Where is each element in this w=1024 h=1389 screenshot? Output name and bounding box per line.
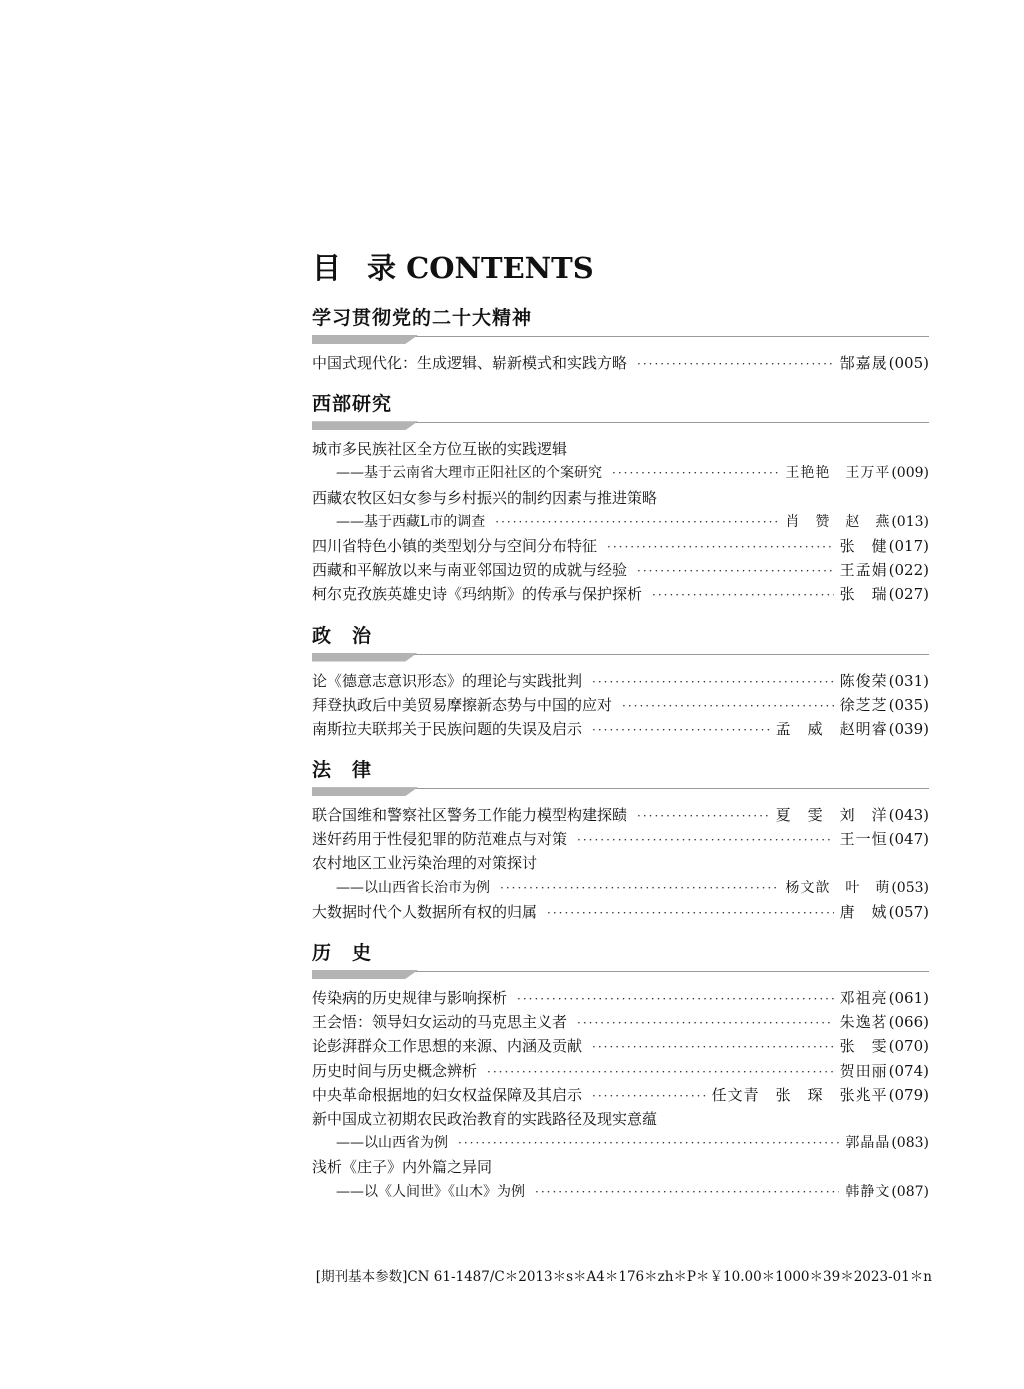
dot-leader [592, 1084, 706, 1108]
entry-author: 邓祖亮 [839, 989, 888, 1007]
toc-title [312, 250, 929, 286]
entry-title: 大数据时代个人数据所有权的归属 [312, 902, 538, 921]
section-heading: 学习贯彻党的二十大精神 [312, 307, 533, 329]
dot-leader [500, 876, 779, 900]
dot-leader [637, 804, 770, 828]
entry-title: 南斯拉夫联邦关于民族问题的失误及启示 [312, 719, 583, 738]
entry-title: 四川省特色小镇的类型划分与空间分布特征 [312, 536, 598, 555]
toc-entry [312, 1034, 929, 1058]
entry-page: (035) [888, 695, 929, 714]
entry-title: 西藏和平解放以来与南亚邻国边贸的成就与经验 [312, 561, 628, 580]
toc-subtitle-row [312, 1131, 929, 1155]
dot-leader [637, 352, 834, 376]
entry-title: ——基于西藏L市的调查 [336, 513, 486, 530]
entry-title: 论彭湃群众工作思想的来源、内涵及贡献 [312, 1037, 583, 1056]
entry-author: 唐 娀 [839, 902, 888, 921]
entry-title: ——基于云南省大理市正阳社区的个案研究 [336, 465, 602, 482]
entry-page: (031) [888, 671, 929, 690]
entry-author: 任文青 张 琛 张兆平 [711, 1085, 888, 1104]
entry-author: 郭晶晶 [845, 1135, 891, 1152]
toc-section [312, 390, 929, 606]
entry-author: 肖 赞 赵 燕 [785, 513, 891, 530]
dot-leader [592, 670, 834, 694]
dot-leader [487, 1060, 834, 1084]
entry-author: 韩静文 [845, 1183, 891, 1200]
entry-page: (017) [888, 536, 929, 555]
section-divider [312, 335, 929, 345]
toc-entry [312, 803, 929, 827]
toc-entry [312, 1010, 929, 1034]
dot-leader [577, 1011, 834, 1035]
entry-page: (087) [891, 1183, 929, 1200]
entry-title: 中央革命根据地的妇女权益保障及其启示 [312, 1085, 583, 1104]
section-divider [312, 421, 929, 431]
entry-author: 朱逸茗 [839, 1013, 888, 1032]
toc-entry [312, 1059, 929, 1083]
entry-page: (074) [888, 1061, 929, 1080]
dot-leader [592, 718, 770, 742]
entry-title: 王会悟：领导妇女运动的马克思主义者 [312, 1013, 568, 1032]
entry-author: 陈俊荣 [839, 671, 888, 690]
toc-entry [312, 558, 929, 582]
dot-leader [535, 1180, 839, 1204]
entry-page: (047) [888, 830, 929, 849]
toc-entry [312, 1155, 929, 1179]
section-divider [312, 970, 929, 980]
toc-entry [312, 582, 929, 606]
entry-page: (005) [888, 354, 929, 372]
toc-sections [312, 304, 929, 1204]
entry-author: 贺田丽 [839, 1061, 888, 1080]
entry-title: 历史时间与历史概念辨析 [312, 1061, 478, 1080]
toc-title-cn-2: 录 [367, 251, 397, 285]
entry-page: (009) [891, 465, 929, 482]
table-of-contents [312, 250, 929, 1219]
entry-title: 柯尔克孜族英雄史诗《玛纳斯》的传承与保护探析 [312, 585, 643, 604]
toc-title-cn-1: 目 [312, 251, 342, 285]
toc-entry [312, 1107, 929, 1131]
toc-section [312, 939, 929, 1204]
dot-leader [577, 828, 834, 852]
entry-page: (043) [888, 806, 929, 825]
toc-subtitle-row [312, 876, 929, 900]
entry-page: (083) [891, 1135, 929, 1152]
entry-title: 新中国成立初期农民政治教育的实践路径及现实意蕴 [312, 1109, 658, 1128]
entry-title: 拜登执政后中美贸易摩擦新态势与中国的应对 [312, 695, 613, 714]
entry-title: 中国式现代化：生成逻辑、崭新模式和实践方略 [312, 354, 628, 372]
entry-page: (061) [888, 989, 929, 1007]
dot-leader [607, 535, 834, 559]
dot-leader [592, 1035, 834, 1059]
toc-entry [312, 900, 929, 924]
entry-title: 农村地区工业污染治理的对策探讨 [312, 854, 538, 873]
entry-author: 徐芝芝 [839, 695, 888, 714]
dot-leader [547, 901, 834, 925]
section-heading: 政 治 [312, 624, 373, 647]
entry-author: 王孟娟 [839, 561, 888, 580]
toc-subtitle-row [312, 1180, 929, 1204]
entry-page: (027) [888, 585, 929, 604]
toc-title-en: CONTENTS [406, 251, 594, 285]
entry-title: 传染病的历史规律与影响探析 [312, 989, 508, 1007]
toc-entry [312, 693, 929, 717]
entry-title: 浅析《庄子》内外篇之异同 [312, 1158, 493, 1177]
entry-page: (079) [888, 1085, 929, 1104]
entry-author: 孟 威 赵明睿 [775, 719, 888, 738]
entry-page: (053) [891, 879, 929, 896]
section-divider [312, 653, 929, 663]
entry-title: 论《德意志意识形态》的理论与实践批判 [312, 671, 583, 690]
entry-page: (070) [888, 1037, 929, 1056]
entry-title: 迷奸药用于性侵犯罪的防范难点与对策 [312, 830, 568, 849]
toc-entry [312, 486, 929, 510]
section-divider [312, 787, 929, 797]
toc-entry [312, 534, 929, 558]
toc-entry [312, 669, 929, 693]
toc-section [312, 304, 929, 375]
dot-leader [622, 694, 834, 718]
dot-leader [517, 987, 834, 1011]
entry-page: (066) [888, 1013, 929, 1032]
toc-entry [312, 717, 929, 741]
dot-leader [637, 559, 834, 583]
dot-leader [458, 1131, 839, 1155]
toc-entry [312, 986, 929, 1010]
entry-title: 西藏农牧区妇女参与乡村振兴的制约因素与推进策略 [312, 488, 658, 507]
entry-author: 杨文歆 叶 萌 [785, 879, 891, 896]
entry-page: (013) [891, 513, 929, 530]
entry-author: 王一恒 [839, 830, 888, 849]
entry-author: 张 瑞 [839, 585, 888, 604]
entry-title: 城市多民族社区全方位互嵌的实践逻辑 [312, 440, 568, 459]
dot-leader [652, 583, 834, 607]
toc-subtitle-row [312, 461, 929, 485]
section-heading: 西部研究 [312, 393, 393, 416]
toc-entry [312, 827, 929, 851]
toc-entry [312, 351, 929, 375]
entry-title: ——以《人间世》《山木》为例 [336, 1183, 525, 1200]
entry-page: (039) [888, 719, 929, 738]
entry-page: (022) [888, 561, 929, 580]
entry-title: ——以山西省为例 [336, 1135, 448, 1152]
toc-entry [312, 851, 929, 875]
entry-title: ——以山西省长治市为例 [336, 879, 490, 896]
dot-leader [495, 510, 779, 534]
toc-entry [312, 1083, 929, 1107]
section-heading: 法 律 [312, 759, 373, 782]
entry-author: 张 健 [839, 536, 888, 555]
journal-parameters: [期刊基本参数]CN 61-1487/C＊2013＊s＊A4＊176＊zh＊P＊￥10.00＊1000＊39＊2023-01＊n [315, 1269, 932, 1285]
toc-section [312, 622, 929, 742]
entry-author: 夏 雯 刘 洋 [775, 806, 888, 825]
toc-entry [312, 437, 929, 461]
toc-subtitle-row [312, 510, 929, 534]
section-heading: 历 史 [312, 942, 373, 964]
dot-leader [612, 461, 779, 485]
toc-section [312, 756, 929, 924]
entry-author: 郜嘉晟 [839, 354, 888, 372]
entry-author: 王艳艳 王万平 [785, 465, 891, 482]
entry-page: (057) [888, 902, 929, 921]
entry-author: 张 雯 [839, 1037, 888, 1056]
entry-title: 联合国维和警察社区警务工作能力模型构建探赜 [312, 806, 628, 825]
